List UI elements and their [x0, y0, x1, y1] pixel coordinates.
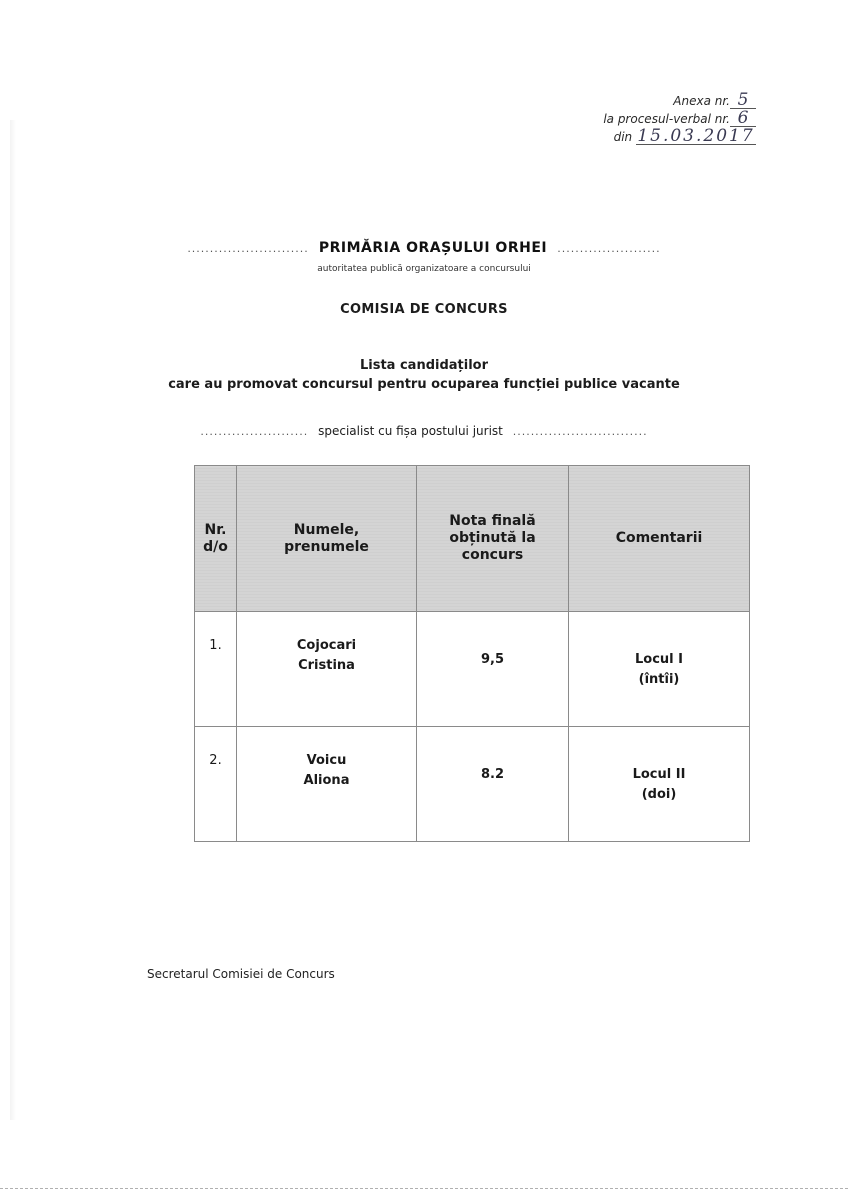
commission-title: COMISIA DE CONCURS — [340, 302, 508, 317]
header-nr-line-2: d/o — [203, 538, 228, 555]
row-2-comment — [569, 727, 750, 842]
institution-dots-right: ....................... — [557, 242, 661, 255]
annex-number-value: 5 — [730, 93, 756, 109]
header-name-line-2: prenumele — [284, 538, 369, 555]
header-grade-line-1: Nota finală — [449, 513, 536, 529]
institution-name: PRIMĂRIA ORAȘULUI ORHEI — [318, 240, 548, 256]
annex-line-1 — [603, 92, 756, 110]
table-header-row — [195, 466, 750, 612]
minutes-number-value: 6 — [730, 111, 756, 127]
row-1-grade: 9,5 — [417, 612, 569, 727]
header-nr — [195, 466, 237, 612]
institution-subtitle: autoritatea publică organizatoare a concursului — [317, 264, 531, 274]
minutes-number-label: la procesul-verbal nr. — [603, 112, 730, 126]
table-row — [195, 727, 750, 842]
institution-dots-left: ........................... — [187, 242, 309, 255]
position-name: specialist cu fișa postului jurist — [318, 424, 503, 438]
candidates-table — [194, 465, 750, 842]
header-name — [237, 466, 417, 612]
row-1-comment-line-2: (întîi) — [638, 672, 680, 687]
row-2-comment-line-1: Locul II — [632, 767, 686, 782]
header-nr-line-1: Nr. — [204, 521, 227, 538]
row-1-comment-line-1: Locul I — [635, 652, 683, 667]
header-grade-line-2: obținută la — [449, 530, 536, 546]
header-comments: Comentarii — [569, 466, 750, 612]
annex-block — [603, 92, 756, 146]
row-2-nr: 2. — [195, 727, 237, 842]
row-1-firstname: Cristina — [298, 658, 355, 673]
position-dots-left: ........................ — [200, 425, 309, 438]
row-2-comment-line-2: (doi) — [641, 787, 677, 802]
row-1-surname: Cojocari — [296, 638, 357, 653]
row-2-firstname: Aliona — [303, 773, 350, 788]
header-grade-line-3: concurs — [461, 547, 524, 563]
header-grade — [417, 466, 569, 612]
row-2-name — [237, 727, 417, 842]
date-value: 15.03.2017 — [637, 126, 755, 146]
secretary-signature-label: Secretarul Comisiei de Concurs — [147, 967, 335, 981]
row-1-comment — [569, 612, 750, 727]
annex-line-3 — [603, 128, 756, 146]
annex-number-label: Anexa nr. — [673, 94, 730, 108]
row-2-grade: 8.2 — [417, 727, 569, 842]
scan-edge-line — [0, 1188, 848, 1190]
table-row — [195, 612, 750, 727]
row-1-name — [237, 612, 417, 727]
date-label: din — [613, 130, 633, 144]
row-2-surname: Voicu — [306, 753, 347, 768]
header-name-line-1: Numele, — [293, 521, 360, 538]
row-1-nr: 1. — [195, 612, 237, 727]
list-title — [0, 356, 848, 394]
list-title-line-2: care au promovat concursul pentru ocuparea funcției publice vacante — [168, 377, 680, 392]
list-title-line-1: Lista candidaților — [359, 358, 489, 373]
position-line — [0, 424, 848, 438]
position-dots-right: .............................. — [512, 425, 648, 438]
institution-line — [0, 240, 848, 256]
